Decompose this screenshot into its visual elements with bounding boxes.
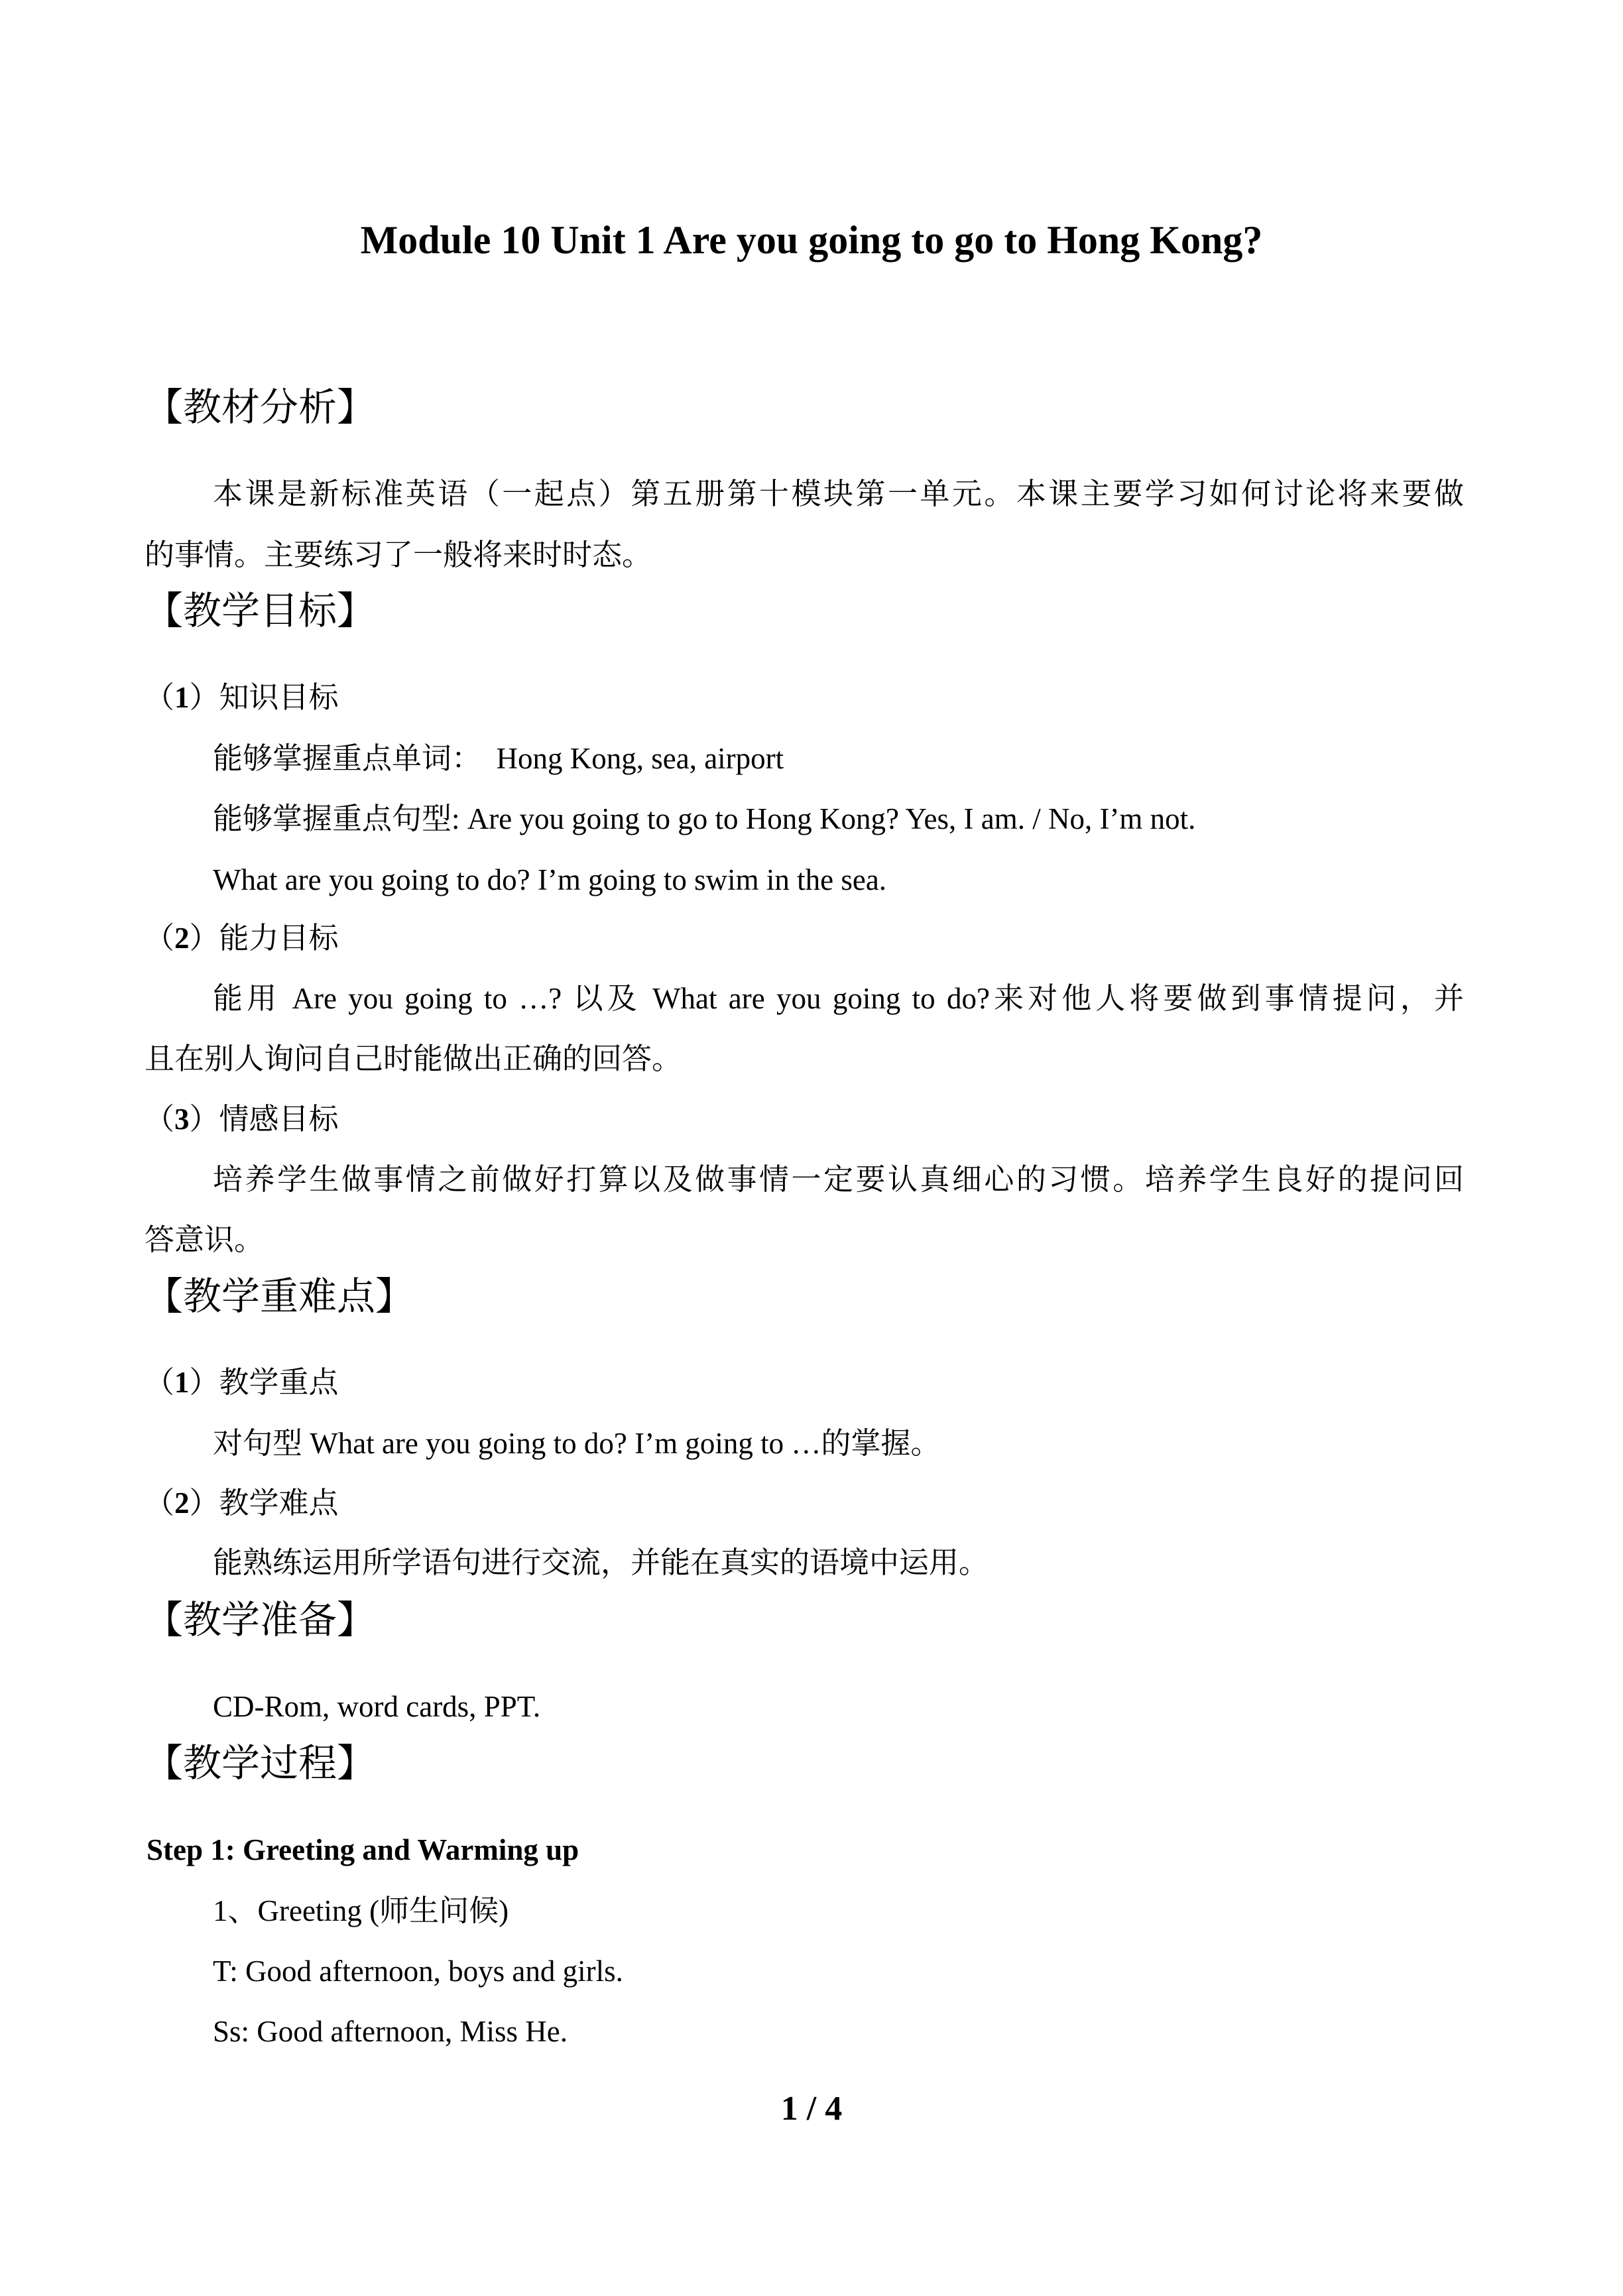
ability-line-2: 且在别人询问自己时能做出正确的回答。 — [145, 1042, 682, 1075]
section-heading-analysis: 【教材分析】 — [145, 386, 376, 429]
subheading-emotion: （3）情感目标 — [145, 1103, 339, 1136]
analysis-line-2: 的事情。主要练习了一般将来时时态。 — [145, 538, 652, 572]
subheading-difficulty: （2）教学难点 — [145, 1486, 339, 1520]
subheading-label: 情感目标 — [219, 1103, 339, 1136]
emotion-line-1: 培养学生做事情之前做好打算以及做事情一定要认真细心的习惯。培养学生良好的提问回 — [213, 1163, 1464, 1196]
section-heading-objectives: 【教学目标】 — [145, 589, 376, 633]
subheading-label: 教学重点 — [219, 1366, 339, 1399]
dialogue-students-line: Ss: Good afternoon, Miss He. — [213, 2015, 568, 2048]
section-heading-process: 【教学过程】 — [145, 1742, 376, 1785]
list-item: 1、Greeting (师生问候) — [213, 1894, 509, 1927]
subheading-focus: （1）教学重点 — [145, 1366, 339, 1399]
subheading-number: 1 — [174, 1366, 190, 1399]
subheading-number: 1 — [174, 681, 190, 714]
section-heading-key-points: 【教学重难点】 — [145, 1275, 414, 1318]
dialogue-teacher-line: T: Good afternoon, boys and girls. — [213, 1955, 623, 1988]
subheading-ability: （2）能力目标 — [145, 922, 339, 955]
prep-text: CD-Rom, word cards, PPT. — [213, 1690, 541, 1723]
page-title: Module 10 Unit 1 Are you going to go to Hong Kong? — [360, 218, 1263, 262]
emotion-line-2: 答意识。 — [145, 1223, 265, 1256]
subheading-knowledge: （1）知识目标 — [145, 681, 339, 714]
difficulty-text: 能熟练运用所学语句进行交流，并能在真实的语境中运用。 — [213, 1546, 989, 1579]
knowledge-sentence-line-2: What are you going to do? I’m going to swim in the sea. — [213, 863, 887, 896]
subheading-number: 3 — [174, 1103, 190, 1136]
subheading-label: 知识目标 — [219, 681, 339, 714]
knowledge-words-line: 能够掌握重点单词： Hong Kong, sea, airport — [213, 742, 784, 775]
knowledge-sentence-line: 能够掌握重点句型: Are you going to go to Hong Kong? Yes, I am. / No, I’m not. — [213, 802, 1196, 835]
page-number: 1 / 4 — [780, 2090, 843, 2128]
subheading-number: 2 — [174, 922, 190, 955]
section-heading-prep: 【教学准备】 — [145, 1599, 376, 1642]
subheading-label: 教学难点 — [219, 1486, 339, 1520]
step-heading: Step 1: Greeting and Warming up — [147, 1833, 579, 1866]
ability-line-1: 能用 Are you going to …? 以及 What are you going to do?来对他人将要做到事情提问，并 — [213, 982, 1464, 1015]
focus-text: 对句型 What are you going to do? I’m going to …的掌握。 — [213, 1427, 941, 1460]
subheading-number: 2 — [174, 1486, 190, 1520]
subheading-label: 能力目标 — [219, 922, 339, 955]
analysis-line-1: 本课是新标准英语（一起点）第五册第十模块第一单元。本课主要学习如何讨论将来要做 — [213, 477, 1464, 511]
